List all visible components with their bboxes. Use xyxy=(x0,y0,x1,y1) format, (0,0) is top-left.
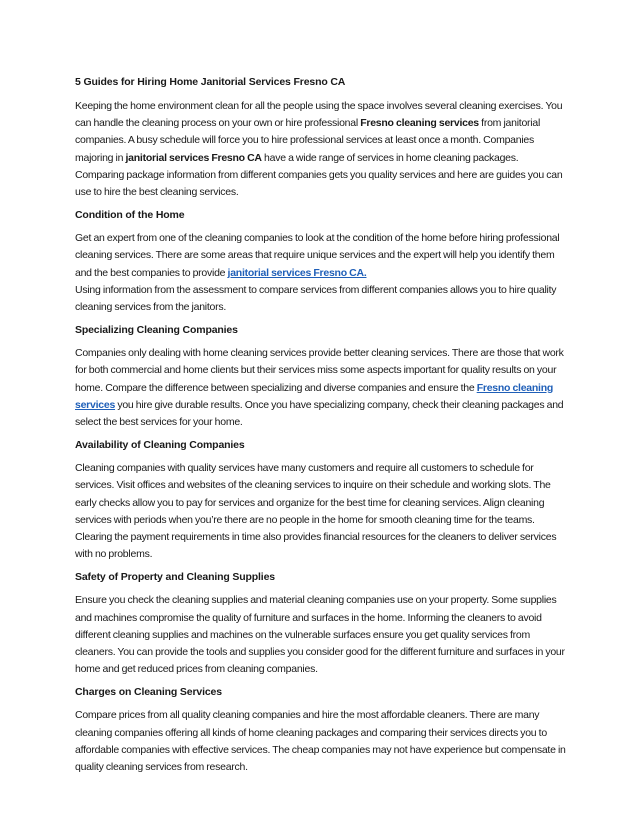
section-paragraph-safety: Ensure you check the cleaning supplies and material cleaning companies use on your property. Some supplies and machines compromise the quality of furniture and surfaces in the home. Informing the cleaners to avoid different cleaning supplies and machines on the vulnerable surfaces ensure you get quality services from cleaners. You can provide the tools and supplies you consider good for the different furniture and surfaces in your home and get reduced prices from cleaning companies. xyxy=(75,594,565,676)
section-heading-charges: Charges on Cleaning Services xyxy=(75,686,222,699)
section-paragraph-availability: Cleaning companies with quality services have many customers and require all customers to schedule for services. Visit offices and websites of the cleaning services to inquire on their schedule and working slots. The early checks allow you to pay for services and organize for the best time for cleaning services. Align cleaning services with periods when you’re there are no people in the home for smooth cleaning time for the teams. Clearing the payment requirements in time also provides financial resources for the cleaners to deliver services with no problems. xyxy=(75,462,557,561)
intro-bold-2: janitorial services Fresno CA xyxy=(125,151,262,164)
intro-paragraph xyxy=(75,98,567,201)
janitorial-services-link[interactable]: janitorial services Fresno CA. xyxy=(227,266,367,279)
intro-text-2: from janitorial companies. A busy schedule will force you to hire professional services at least once a month. Companies majoring in xyxy=(75,117,541,164)
document-page xyxy=(75,75,567,783)
section-heading-availability: Availability of Cleaning Companies xyxy=(75,439,245,452)
section-paragraph-charges: Compare prices from all quality cleaning companies and hire the most affordable cleaners. There are many cleaning companies offering all kinds of home cleaning packages and comparing their services directs you to affordable companies with effective services. The cheap companies may not have experience but compensate in quality cleaning services from research. xyxy=(75,709,566,774)
section-heading-safety: Safety of Property and Cleaning Supplies xyxy=(75,571,275,584)
intro-text-3: have a wide range of services in home cleaning packages. Comparing package information from different companies gets you quality services and here are guides you can use to hire the best cleaning services. xyxy=(75,151,563,199)
fresno-cleaning-services-link[interactable]: Fresno cleaning services xyxy=(75,381,554,411)
intro-bold-1: Fresno cleaning services xyxy=(360,117,479,130)
specializing-text-2: you hire give durable results. Once you have specializing company, check their cleaning packages and select the best services for your home. xyxy=(75,398,564,429)
intro-text-1: Keeping the home environment clean for all the people using the space involves several cleaning exercises. You can handle the cleaning process on your own or hire professional xyxy=(75,100,563,130)
condition-text-2: Using information from the assessment to compare services from different companies allows you to hire quality cleaning services from the janitors. xyxy=(75,283,557,314)
section-heading-condition: Condition of the Home xyxy=(75,209,185,222)
document-title: 5 Guides for Hiring Home Janitorial Services Fresno CA xyxy=(75,76,346,88)
condition-text-1: Get an expert from one of the cleaning companies to look at the condition of the home before hiring professional cleaning services. There are some areas that require unique services and the expert will help you identify them and the best companies to provide xyxy=(75,232,560,279)
specializing-text-1: Companies only dealing with home cleaning services provide better cleaning services. There are those that work for both commercial and home clients but their services miss some aspects important for quality results on your home. Compare the difference between specializing and diverse companies and ensure the xyxy=(75,347,564,394)
section-paragraph-specializing xyxy=(75,345,567,431)
section-paragraph-condition xyxy=(75,230,567,316)
section-heading-specializing: Specializing Cleaning Companies xyxy=(75,324,238,337)
